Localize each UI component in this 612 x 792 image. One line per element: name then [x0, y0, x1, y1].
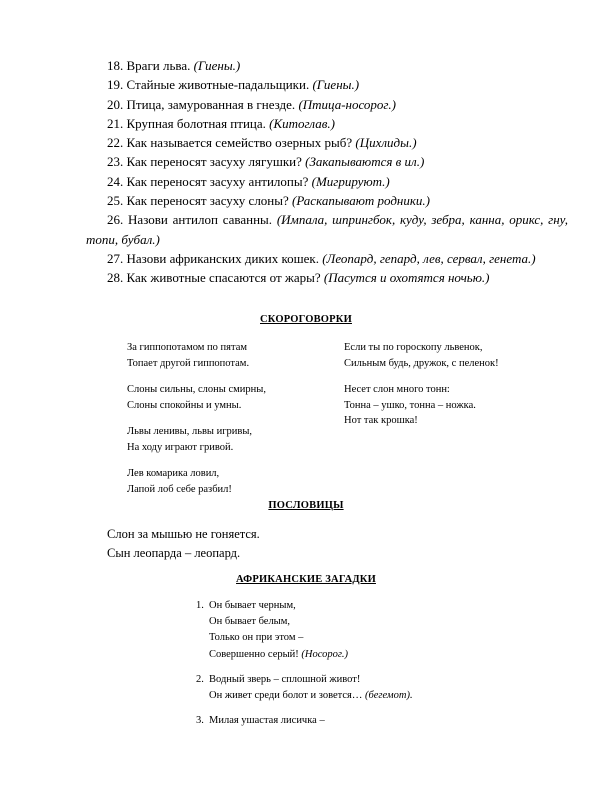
question-item: 21. Крупная болотная птица. (Китоглав.)	[107, 115, 335, 131]
question-item: 22. Как называется семейство озерных рыб? (Цихлиды.)	[107, 135, 417, 151]
tongue-twister: Несет слон много тонн: Тонна – ушко, тонна – ножка. Нот так крошка!	[344, 384, 476, 426]
tongue-twister: Лев комарика ловил, Лапой лоб себе разбил!	[127, 468, 232, 495]
question-item: 24. Как переносят засуху антилопы? (Мигрируют.)	[107, 173, 390, 189]
riddle-item: 2. Водный зверь – сплошной живот! Он живет среди болот и зовется… (бегемот).	[196, 673, 413, 702]
proverb: Сын леопарда – леопард.	[107, 546, 241, 560]
question-answer: (Импала, шпрингбок, куду, зебра, канна, орикс, гну, топи, бубал.)	[86, 212, 569, 247]
tongue-twister: Слоны сильны, слоны смирны, Слоны спокойны и умны.	[127, 384, 266, 411]
question-answer: (Пасутся и охотятся ночью.)	[323, 270, 490, 286]
question-item: 27. Назови африканских диких кошек. (Леопард, гепард, лев, сервал, генета.)	[107, 250, 536, 266]
question-answer: (Гиены.)	[193, 58, 241, 73]
question-item: 18. Враги льва. (Гиены.)	[107, 58, 241, 73]
question-item: 26. Назови антилоп саванны. (Импала, шпрингбок, куду, зебра, канна, орикс, гну, топи, бубал.)	[86, 212, 569, 247]
tongue-twisters-left-column	[127, 340, 347, 508]
question-item: 19. Стайные животные-падальщики. (Гиены.)	[107, 77, 360, 93]
proverb: Слон за мышью не гоняется.	[107, 527, 260, 541]
riddle-answer: (Носорог.)	[301, 648, 348, 660]
question-answer: (Леопард, гепард, лев, сервал, генета.)	[322, 250, 536, 266]
question-answer: (Закапываются в ил.)	[305, 154, 425, 170]
question-answer: (Раскапывают родники.)	[292, 193, 431, 209]
question-answer: (Птица-носорог.)	[298, 96, 396, 112]
proverbs-list	[107, 525, 260, 563]
riddle-item: 1. Он бывает черным, Он бывает белым, Только он при этом – Совершенно серый! (Носорог.)	[196, 600, 348, 660]
riddle-answer: (бегемот).	[364, 690, 413, 702]
riddles-heading: АФРИКАНСКИЕ ЗАГАДКИ	[236, 574, 376, 585]
question-answer: (Цихлиды.)	[355, 135, 417, 151]
riddles-list	[196, 598, 576, 738]
question-answer: (Мигрируют.)	[311, 173, 390, 189]
tongue-twister: Львы ленивы, львы игривы, На ходу играют гривой.	[127, 426, 253, 453]
tongue-twisters-right-column	[344, 340, 574, 440]
riddle-item: 3. Милая ушастая лисичка –	[196, 715, 325, 727]
tongue-twister: За гиппопотамом по пятам Топает другой гиппопотам.	[127, 342, 250, 369]
question-item: 23. Как переносят засуху лягушки? (Закапываются в ил.)	[107, 154, 425, 170]
tongue-twister: Если ты по гороскопу львенок, Сильным будь, дружок, с пеленок!	[344, 342, 499, 369]
question-list	[86, 56, 568, 288]
question-answer: (Китоглав.)	[269, 115, 335, 131]
question-item: 28. Как животные спасаются от жары? (Пасутся и охотятся ночью.)	[107, 270, 490, 286]
question-item: 25. Как переносят засуху слоны? (Раскапывают родники.)	[107, 193, 431, 209]
proverbs-heading: ПОСЛОВИЦЫ	[268, 500, 344, 511]
question-item: 20. Птица, замурованная в гнезде. (Птица-носорог.)	[107, 96, 396, 112]
tongue-twisters-heading: СКОРОГОВОРКИ	[260, 314, 352, 325]
question-answer: (Гиены.)	[312, 77, 360, 93]
